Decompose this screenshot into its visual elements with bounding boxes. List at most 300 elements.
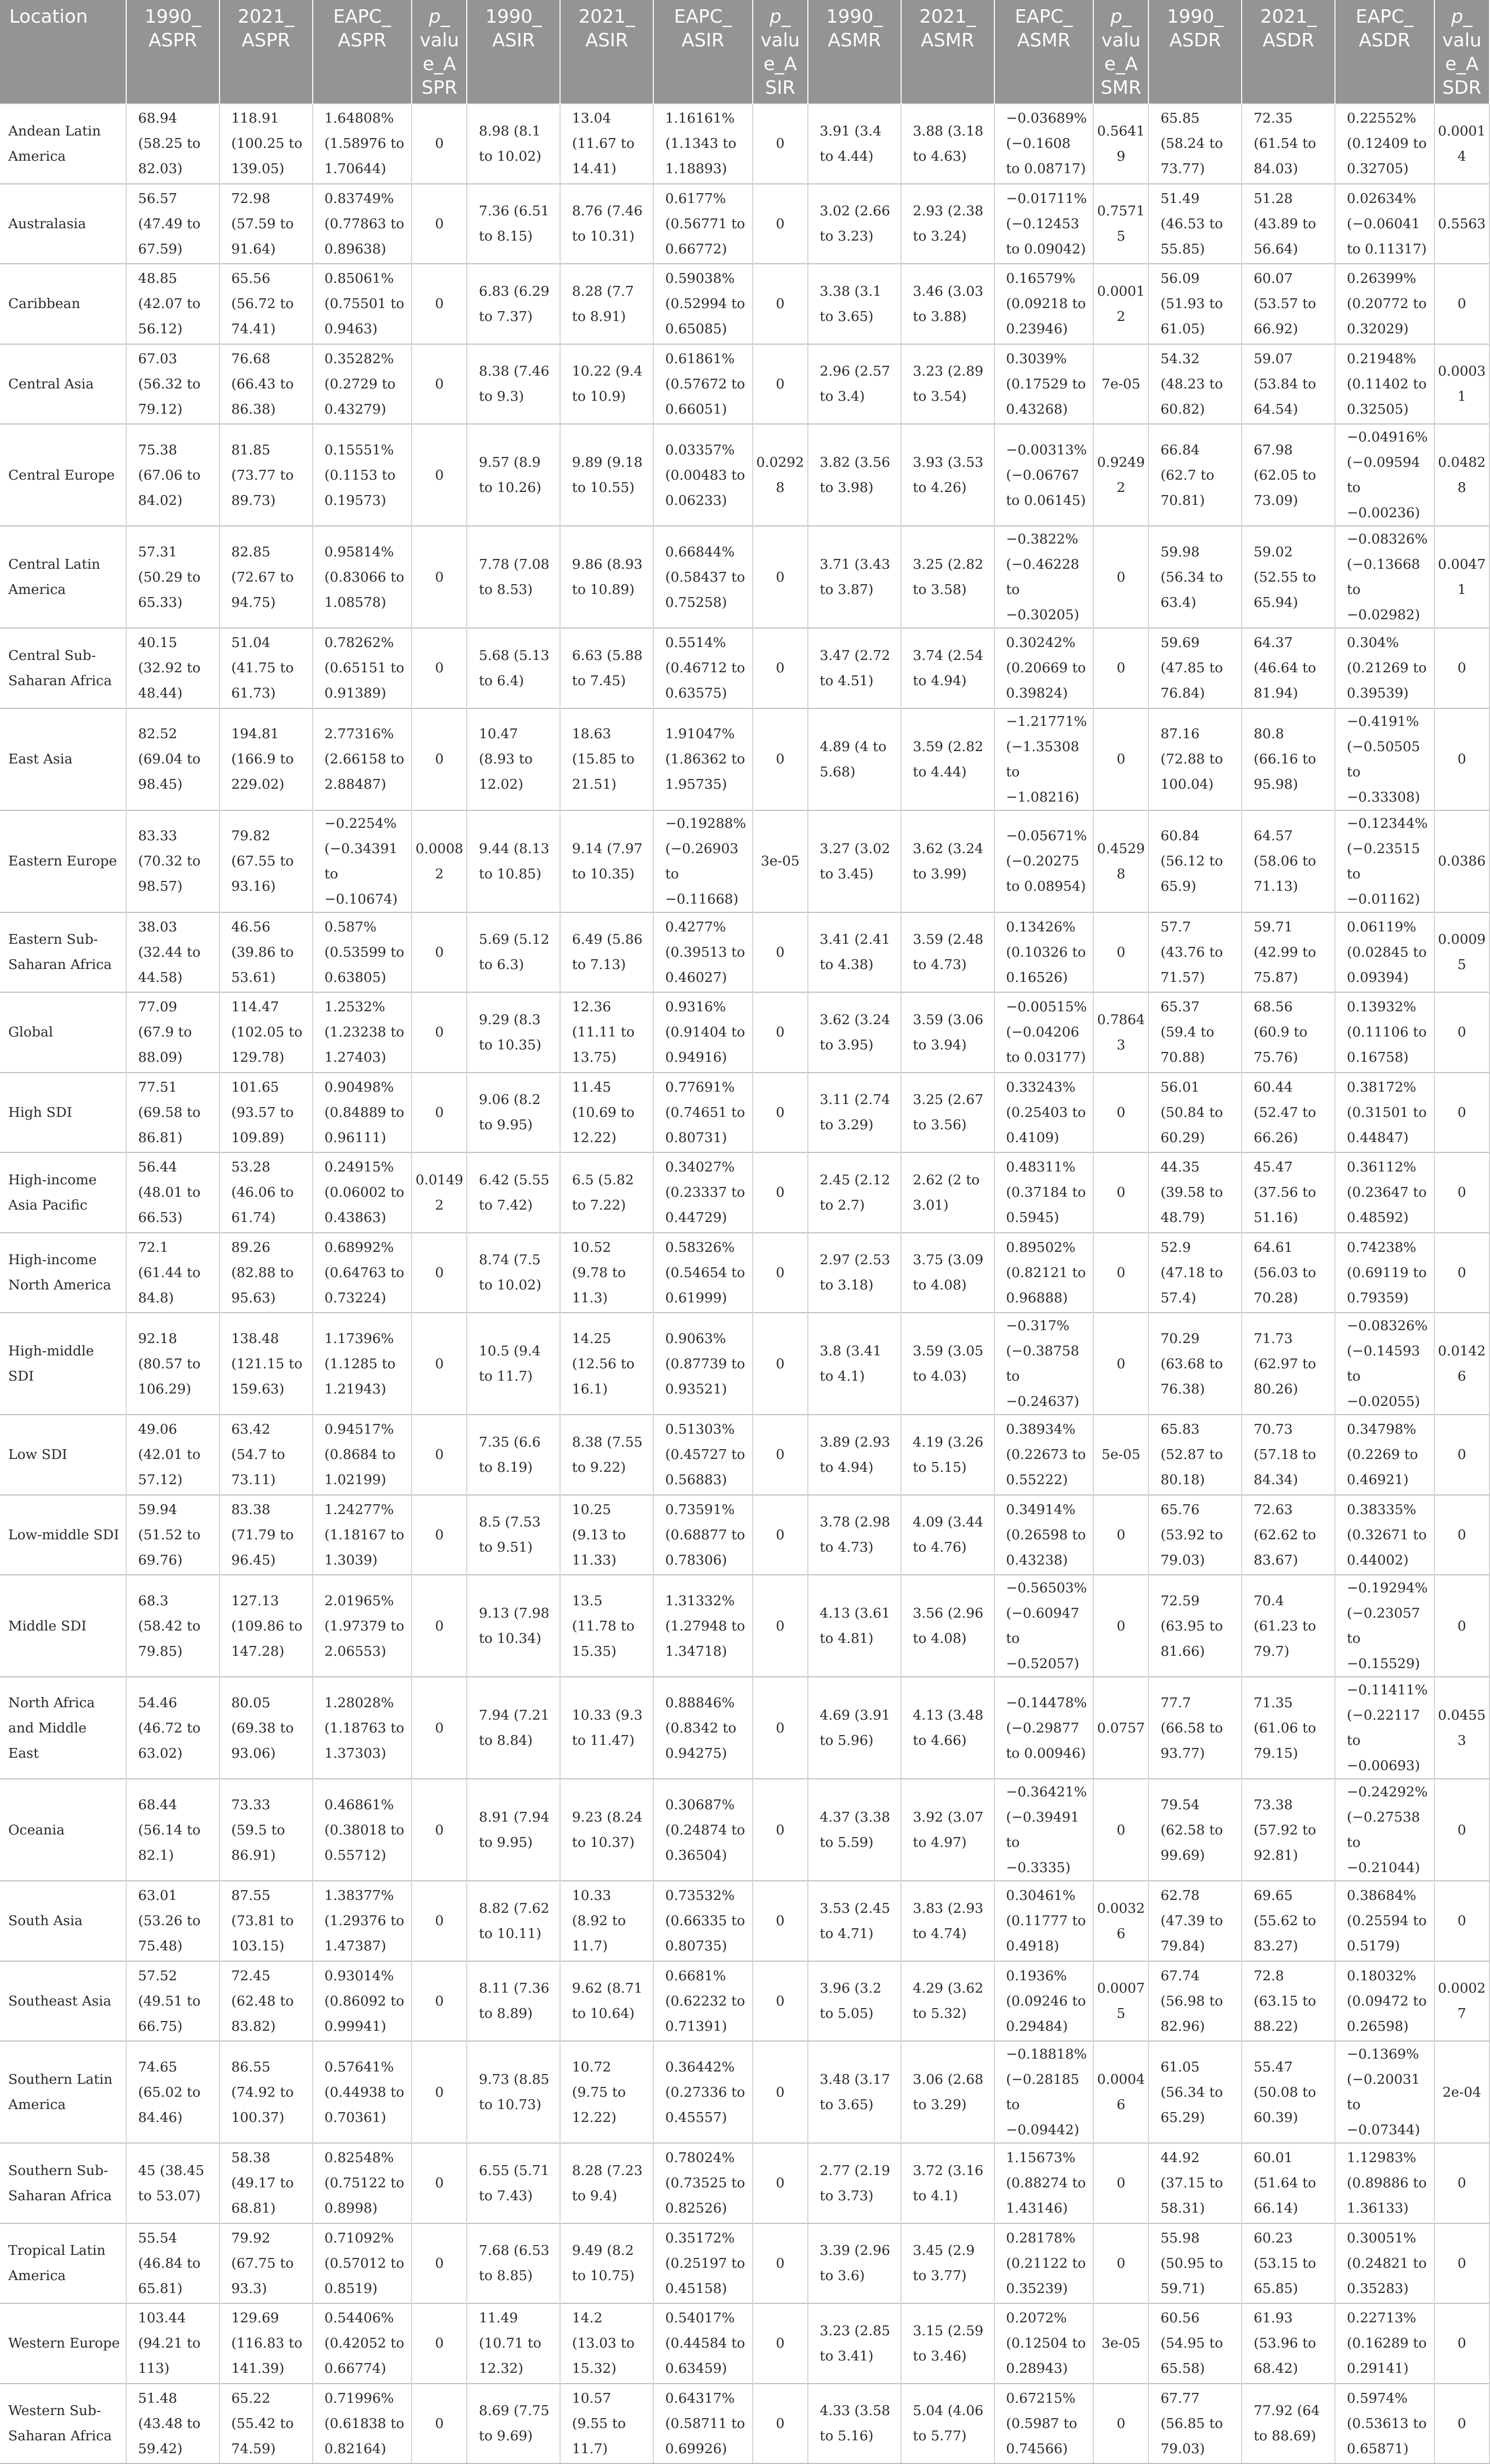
value-cell: 0.94517% (0.8684 to 1.02199) [313,1415,412,1495]
value-cell: 77.7 (66.58 to 93.77) [1148,1677,1242,1779]
p-value-cell: 0 [412,992,467,1073]
value-cell: 4.33 (3.58 to 5.16) [808,2384,901,2464]
value-cell: 4.89 (4 to 5.68) [808,708,901,810]
value-cell: 0.38172% (0.31501 to 0.44847) [1335,1073,1434,1153]
value-cell: 3.23 (2.85 to 3.41) [808,2303,901,2384]
column-header-suffix: ASIR [585,30,629,51]
value-cell: 0.13426% (0.10326 to 0.16526) [994,912,1094,993]
value-cell: 72.98 (57.59 to 91.64) [219,184,313,264]
value-cell: 57.7 (43.76 to 71.57) [1148,912,1242,993]
value-cell: 83.38 (71.79 to 96.45) [219,1495,313,1575]
value-cell: 0.28178% (0.21122 to 0.35239) [994,2223,1094,2304]
value-cell: 1.91047% (1.86362 to 1.95735) [653,708,753,810]
value-cell: 59.02 (52.55 to 65.94) [1242,526,1335,628]
p-value-cell: 0 [412,264,467,344]
value-cell: 10.72 (9.75 to 12.22) [560,2041,653,2143]
column-header-label: 1990_ [485,6,542,27]
p-value-cell: 3e-05 [1093,2303,1148,2384]
table-row [0,526,1489,628]
location-cell: Central Sub-Saharan Africa [0,628,126,708]
value-cell: −0.1369% (−0.20031 to −0.07344) [1335,2041,1434,2143]
value-cell: 80.05 (69.38 to 93.06) [219,1677,313,1779]
table-row [0,992,1489,1073]
value-cell: 0.78024% (0.73525 to 0.82526) [653,2143,753,2223]
value-cell: 3.92 (3.07 to 4.97) [901,1779,994,1881]
value-cell: 55.47 (50.08 to 60.39) [1242,2041,1335,2143]
value-cell: 59.07 (53.84 to 64.54) [1242,344,1335,424]
value-cell: 0.24915% (0.06002 to 0.43863) [313,1152,412,1233]
value-cell: 68.94 (58.25 to 82.03) [126,104,219,184]
value-cell: 0.03357% (0.00483 to 0.06233) [653,424,753,526]
value-cell: 10.33 (8.92 to 11.7) [560,1881,653,1961]
value-cell: 71.35 (61.06 to 79.15) [1242,1677,1335,1779]
value-cell: 72.8 (63.15 to 88.22) [1242,1961,1335,2042]
value-cell: 13.5 (11.78 to 15.35) [560,1575,653,1677]
column-header-suffix: ASDR [1262,30,1314,51]
table-row [0,708,1489,810]
p-value-cell: 0.00014 [1434,104,1489,184]
value-cell: 0.78262% (0.65151 to 0.91389) [313,628,412,708]
value-cell: 3.39 (2.96 to 3.6) [808,2223,901,2304]
value-cell: 4.37 (3.38 to 5.59) [808,1779,901,1881]
value-cell: 9.73 (8.85 to 10.73) [467,2041,560,2143]
column-header-suffix: ASPR [148,30,197,51]
p-value-cell: 0 [1434,992,1489,1073]
column-header-label: p_ [1110,6,1132,27]
value-cell: 71.73 (62.97 to 80.26) [1242,1313,1335,1415]
p-value-cell: 7e-05 [1093,344,1148,424]
value-cell: 7.35 (6.6 to 8.19) [467,1415,560,1495]
column-header-label: 2021_ [1260,6,1317,27]
p-value-cell: 0 [412,2384,467,2464]
column-header-suffix: ASMR [827,30,882,51]
value-cell: −0.12344% (−0.23515 to −0.01162) [1335,810,1434,912]
value-cell: 3.93 (3.53 to 4.26) [901,424,994,526]
value-cell: 0.82548% (0.75122 to 0.8998) [313,2143,412,2223]
p-value-cell: 0 [1434,628,1489,708]
column-header-label: Location [9,6,88,27]
value-cell: 3.11 (2.74 to 3.29) [808,1073,901,1153]
column-header-suffix: ASMR [921,30,974,51]
value-cell: 3.47 (2.72 to 4.51) [808,628,901,708]
value-cell: 0.18032% (0.09472 to 0.26598) [1335,1961,1434,2042]
value-cell: 3.45 (2.9 to 3.77) [901,2223,994,2304]
value-cell: 0.21948% (0.11402 to 0.32505) [1335,344,1434,424]
table-row [0,2223,1489,2304]
value-cell: 10.47 (8.93 to 12.02) [467,708,560,810]
value-cell: 0.34027% (0.23337 to 0.44729) [653,1152,753,1233]
p-value-cell: 0 [1434,1152,1489,1233]
table-header [0,0,1489,104]
value-cell: 3.15 (2.59 to 3.46) [901,2303,994,2384]
value-cell: 70.4 (61.23 to 79.7) [1242,1575,1335,1677]
column-header [994,0,1094,104]
value-cell: 57.31 (50.29 to 65.33) [126,526,219,628]
value-cell: −0.56503% (−0.60947 to −0.52057) [994,1575,1094,1677]
column-header [808,0,901,104]
p-value-cell: 0 [1093,2223,1148,2304]
location-cell: Eastern Sub-Saharan Africa [0,912,126,993]
value-cell: 3.06 (2.68 to 3.29) [901,2041,994,2143]
value-cell: 40.15 (32.92 to 48.44) [126,628,219,708]
value-cell: 58.38 (49.17 to 68.81) [219,2143,313,2223]
p-value-cell: 0 [753,1881,808,1961]
value-cell: 3.41 (2.41 to 4.38) [808,912,901,993]
value-cell: −0.19294% (−0.23057 to −0.15529) [1335,1575,1434,1677]
value-cell: 0.30051% (0.24821 to 0.35283) [1335,2223,1434,2304]
value-cell: 65.22 (55.42 to 74.59) [219,2384,313,2464]
value-cell: 65.56 (56.72 to 74.41) [219,264,313,344]
value-cell: 0.34914% (0.26598 to 0.43238) [994,1495,1094,1575]
value-cell: 59.69 (47.85 to 76.84) [1148,628,1242,708]
p-value-cell: 0 [412,1961,467,2042]
value-cell: 10.25 (9.13 to 11.33) [560,1495,653,1575]
value-cell: 9.57 (8.9 to 10.26) [467,424,560,526]
table-row [0,1575,1489,1677]
value-cell: 6.49 (5.86 to 7.13) [560,912,653,993]
p-value-cell: 0 [1093,708,1148,810]
value-cell: 3.53 (2.45 to 4.71) [808,1881,901,1961]
p-value-cell: 0 [412,1415,467,1495]
location-cell: South Asia [0,1881,126,1961]
value-cell: 101.65 (93.57 to 109.89) [219,1073,313,1153]
p-value-cell: 0.00075 [1093,1961,1148,2042]
value-cell: 3.74 (2.54 to 4.94) [901,628,994,708]
column-header-label: 2021_ [919,6,976,27]
value-cell: 3.96 (3.2 to 5.05) [808,1961,901,2042]
p-value-cell: 0 [753,912,808,993]
value-cell: 79.82 (67.55 to 93.16) [219,810,313,912]
column-header [1148,0,1242,104]
value-cell: 77.92 (64 to 88.69) [1242,2384,1335,2464]
column-header [313,0,412,104]
location-cell: Oceania [0,1779,126,1881]
value-cell: 0.89502% (0.82121 to 0.96888) [994,1233,1094,1313]
value-cell: 70.29 (63.68 to 76.38) [1148,1313,1242,1415]
value-cell: 72.1 (61.44 to 84.8) [126,1233,219,1313]
value-cell: 114.47 (102.05 to 129.78) [219,992,313,1073]
value-cell: 62.78 (47.39 to 79.84) [1148,1881,1242,1961]
location-cell: Western Sub-Saharan Africa [0,2384,126,2464]
location-cell: High SDI [0,1073,126,1153]
p-value-cell: 0 [1093,912,1148,993]
value-cell: 0.304% (0.21269 to 0.39539) [1335,628,1434,708]
value-cell: 55.98 (50.95 to 59.71) [1148,2223,1242,2304]
location-cell: Middle SDI [0,1575,126,1677]
table-row [0,424,1489,526]
table-row [0,2143,1489,2223]
value-cell: −0.2254% (−0.34391 to −0.10674) [313,810,412,912]
value-cell: 74.65 (65.02 to 84.46) [126,2041,219,2143]
value-cell: 9.89 (9.18 to 10.55) [560,424,653,526]
value-cell: 0.73591% (0.68877 to 0.78306) [653,1495,753,1575]
value-cell: 0.22713% (0.16289 to 0.29141) [1335,2303,1434,2384]
column-header [126,0,219,104]
value-cell: 65.83 (52.87 to 80.18) [1148,1415,1242,1495]
value-cell: 0.06119% (0.02845 to 0.09394) [1335,912,1434,993]
location-cell: North Africa and Middle East [0,1677,126,1779]
value-cell: 1.38377% (1.29376 to 1.47387) [313,1881,412,1961]
p-value-cell: 0 [412,2303,467,2384]
value-cell: 60.01 (51.64 to 66.14) [1242,2143,1335,2223]
column-header-suffix: ASMR [1017,30,1071,51]
value-cell: 68.3 (58.42 to 79.85) [126,1575,219,1677]
p-value-cell: 0 [753,1575,808,1677]
value-cell: 0.587% (0.53599 to 0.63805) [313,912,412,993]
value-cell: 5.04 (4.06 to 5.77) [901,2384,994,2464]
value-cell: 0.6681% (0.62232 to 0.71391) [653,1961,753,2042]
table-row [0,1415,1489,1495]
p-value-cell: 0 [753,526,808,628]
value-cell: 79.92 (67.75 to 93.3) [219,2223,313,2304]
column-header-suffix: ASPR [337,30,386,51]
column-header-suffix: value_ASDR [1442,30,1482,98]
location-cell: High-income Asia Pacific [0,1152,126,1233]
value-cell: 0.36442% (0.27336 to 0.45557) [653,2041,753,2143]
value-cell: 82.85 (72.67 to 94.75) [219,526,313,628]
value-cell: 0.95814% (0.83066 to 1.08578) [313,526,412,628]
p-value-cell: 0 [1434,1073,1489,1153]
value-cell: 129.69 (116.83 to 141.39) [219,2303,313,2384]
value-cell: 3.38 (3.1 to 3.65) [808,264,901,344]
value-cell: 3.59 (2.48 to 4.73) [901,912,994,993]
p-value-cell: 0 [412,1073,467,1153]
value-cell: 8.11 (7.36 to 8.89) [467,1961,560,2042]
value-cell: 8.74 (7.5 to 10.02) [467,1233,560,1313]
value-cell: 3.02 (2.66 to 3.23) [808,184,901,264]
p-value-cell: 0 [1434,1415,1489,1495]
p-value-cell: 0.00046 [1093,2041,1148,2143]
value-cell: 2.01965% (1.97379 to 2.06553) [313,1575,412,1677]
value-cell: 0.22552% (0.12409 to 0.32705) [1335,104,1434,184]
p-value-cell: 0 [753,1495,808,1575]
p-value-cell: 0.00095 [1434,912,1489,993]
value-cell: 0.3039% (0.17529 to 0.43268) [994,344,1094,424]
value-cell: 70.73 (57.18 to 84.34) [1242,1415,1335,1495]
value-cell: 0.33243% (0.25403 to 0.4109) [994,1073,1094,1153]
value-cell: 1.17396% (1.1285 to 1.21943) [313,1313,412,1415]
value-cell: 0.59038% (0.52994 to 0.65085) [653,264,753,344]
value-cell: 8.98 (8.1 to 10.02) [467,104,560,184]
value-cell: −0.317% (−0.38758 to −0.24637) [994,1313,1094,1415]
value-cell: −0.08326% (−0.14593 to −0.02055) [1335,1313,1434,1415]
p-value-cell: 0 [753,992,808,1073]
column-header-label: 1990_ [1167,6,1224,27]
value-cell: 1.15673% (0.88274 to 1.43146) [994,2143,1094,2223]
column-header-suffix: ASIR [681,30,724,51]
value-cell: 0.71996% (0.61838 to 0.82164) [313,2384,412,2464]
p-value-cell: 0 [412,2223,467,2304]
value-cell: 0.68992% (0.64763 to 0.73224) [313,1233,412,1313]
value-cell: 8.38 (7.46 to 9.3) [467,344,560,424]
table-row [0,2041,1489,2143]
value-cell: 72.35 (61.54 to 84.03) [1242,104,1335,184]
value-cell: 0.48311% (0.37184 to 0.5945) [994,1152,1094,1233]
column-header-label: p_ [429,6,450,27]
value-cell: 9.86 (8.93 to 10.89) [560,526,653,628]
value-cell: 6.42 (5.55 to 7.42) [467,1152,560,1233]
value-cell: 6.5 (5.82 to 7.22) [560,1152,653,1233]
column-header [753,0,808,104]
value-cell: 67.98 (62.05 to 73.09) [1242,424,1335,526]
p-value-cell: 0.00031 [1434,344,1489,424]
value-cell: 0.6177% (0.56771 to 0.66772) [653,184,753,264]
value-cell: 2.77 (2.19 to 3.73) [808,2143,901,2223]
value-cell: 0.61861% (0.57672 to 0.66051) [653,344,753,424]
value-cell: 72.59 (63.95 to 81.66) [1148,1575,1242,1677]
p-value-cell: 0 [412,2143,467,2223]
location-cell: Southern Sub-Saharan Africa [0,2143,126,2223]
p-value-cell: 0 [412,708,467,810]
value-cell: 68.56 (60.9 to 75.76) [1242,992,1335,1073]
p-value-cell: 0 [1434,1881,1489,1961]
column-header [1335,0,1434,104]
value-cell: 0.38684% (0.25594 to 0.5179) [1335,1881,1434,1961]
table-row [0,1677,1489,1779]
column-header-label: EAPC_ [333,6,391,27]
value-cell: 81.85 (73.77 to 89.73) [219,424,313,526]
p-value-cell: 0 [1093,1575,1148,1677]
value-cell: 53.28 (46.06 to 61.74) [219,1152,313,1233]
value-cell: 51.28 (43.89 to 56.64) [1242,184,1335,264]
value-cell: 67.74 (56.98 to 82.96) [1148,1961,1242,2042]
p-value-cell: 0 [753,1313,808,1415]
p-value-cell: 0.04553 [1434,1677,1489,1779]
p-value-cell: 0 [753,1779,808,1881]
value-cell: −0.19288% (−0.26903 to −0.11668) [653,810,753,912]
value-cell: 3.59 (2.82 to 4.44) [901,708,994,810]
value-cell: −0.00313% (−0.06767 to 0.06145) [994,424,1094,526]
p-value-cell: 0.01492 [412,1152,467,1233]
column-header-suffix: ASDR [1169,30,1221,51]
value-cell: 67.77 (56.85 to 79.03) [1148,2384,1242,2464]
value-cell: 1.12983% (0.89886 to 1.36133) [1335,2143,1434,2223]
value-cell: −0.00515% (−0.04206 to 0.03177) [994,992,1094,1073]
location-cell: Low SDI [0,1415,126,1495]
value-cell: 0.93014% (0.86092 to 0.99941) [313,1961,412,2042]
value-cell: 63.42 (54.7 to 73.11) [219,1415,313,1495]
value-cell: 54.46 (46.72 to 63.02) [126,1677,219,1779]
value-cell: 72.45 (62.48 to 83.82) [219,1961,313,2042]
p-value-cell: 0 [412,1313,467,1415]
p-value-cell: 0 [1434,1575,1489,1677]
value-cell: 61.93 (53.96 to 68.42) [1242,2303,1335,2384]
value-cell: 45.47 (37.56 to 51.16) [1242,1152,1335,1233]
value-cell: 51.48 (43.48 to 59.42) [126,2384,219,2464]
value-cell: 44.92 (37.15 to 58.31) [1148,2143,1242,2223]
value-cell: 66.84 (62.7 to 70.81) [1148,424,1242,526]
value-cell: 0.35172% (0.25197 to 0.45158) [653,2223,753,2304]
p-value-cell: 0 [1093,628,1148,708]
value-cell: 11.45 (10.69 to 12.22) [560,1073,653,1153]
value-cell: 3.82 (3.56 to 3.98) [808,424,901,526]
p-value-cell: 0 [1093,1779,1148,1881]
p-value-cell: 0 [1093,1233,1148,1313]
column-header-label: 2021_ [578,6,635,27]
value-cell: 4.69 (3.91 to 5.96) [808,1677,901,1779]
p-value-cell: 0 [753,2041,808,2143]
value-cell: 56.09 (51.93 to 61.05) [1148,264,1242,344]
value-cell: 0.54406% (0.42052 to 0.66774) [313,2303,412,2384]
value-cell: 0.67215% (0.5987 to 0.74566) [994,2384,1094,2464]
table-row [0,104,1489,184]
table-row [0,264,1489,344]
p-value-cell: 0.5563 [1434,184,1489,264]
value-cell: 7.78 (7.08 to 8.53) [467,526,560,628]
value-cell: 1.16161% (1.1343 to 1.18893) [653,104,753,184]
value-cell: 57.52 (49.51 to 66.75) [126,1961,219,2042]
value-cell: 3.48 (3.17 to 3.65) [808,2041,901,2143]
value-cell: 77.51 (69.58 to 86.81) [126,1073,219,1153]
p-value-cell: 0 [412,1495,467,1575]
value-cell: 0.66844% (0.58437 to 0.75258) [653,526,753,628]
p-value-cell: 0 [753,1677,808,1779]
value-cell: 9.49 (8.2 to 10.75) [560,2223,653,2304]
value-cell: 51.49 (46.53 to 55.85) [1148,184,1242,264]
value-cell: 51.04 (41.75 to 61.73) [219,628,313,708]
value-cell: 3.8 (3.41 to 4.1) [808,1313,901,1415]
value-cell: 0.30461% (0.11777 to 0.4918) [994,1881,1094,1961]
p-value-cell: 0 [1093,2384,1148,2464]
value-cell: 8.28 (7.23 to 9.4) [560,2143,653,2223]
column-header [1093,0,1148,104]
value-cell: 8.38 (7.55 to 9.22) [560,1415,653,1495]
value-cell: 0.88846% (0.8342 to 0.94275) [653,1677,753,1779]
value-cell: 9.44 (8.13 to 10.85) [467,810,560,912]
value-cell: 3.75 (3.09 to 4.08) [901,1233,994,1313]
column-header-label: 1990_ [144,6,201,27]
value-cell: 194.81 (166.9 to 229.02) [219,708,313,810]
value-cell: 3.62 (3.24 to 3.95) [808,992,901,1073]
value-cell: 64.61 (56.03 to 70.28) [1242,1233,1335,1313]
column-header-suffix: value_ASPR [419,30,459,98]
value-cell: 6.63 (5.88 to 7.45) [560,628,653,708]
value-cell: 1.2532% (1.23238 to 1.27403) [313,992,412,1073]
value-cell: 0.90498% (0.84889 to 0.96111) [313,1073,412,1153]
value-cell: 68.44 (56.14 to 82.1) [126,1779,219,1881]
value-cell: 4.09 (3.44 to 4.76) [901,1495,994,1575]
p-value-cell: 0 [753,1961,808,2042]
value-cell: 63.01 (53.26 to 75.48) [126,1881,219,1961]
value-cell: −0.36421% (−0.39491 to −0.3335) [994,1779,1094,1881]
value-cell: 2.96 (2.57 to 3.4) [808,344,901,424]
column-header-suffix: ASIR [492,30,535,51]
value-cell: 61.05 (56.34 to 65.29) [1148,2041,1242,2143]
value-cell: 52.9 (47.18 to 57.4) [1148,1233,1242,1313]
p-value-cell: 0 [753,2384,808,2464]
value-cell: 138.48 (121.15 to 159.63) [219,1313,313,1415]
value-cell: 59.98 (56.34 to 63.4) [1148,526,1242,628]
p-value-cell: 0 [753,1073,808,1153]
column-header-label: 1990_ [826,6,883,27]
column-header [560,0,653,104]
p-value-cell: 0 [1434,708,1489,810]
value-cell: 4.13 (3.61 to 4.81) [808,1575,901,1677]
p-value-cell: 0 [412,184,467,264]
p-value-cell: 0 [753,2303,808,2384]
value-cell: 10.33 (9.3 to 11.47) [560,1677,653,1779]
p-value-cell: 0 [1093,1152,1148,1233]
table-row [0,1881,1489,1961]
value-cell: 103.44 (94.21 to 113) [126,2303,219,2384]
table-row [0,1313,1489,1415]
value-cell: 46.56 (39.86 to 53.61) [219,912,313,993]
location-cell: Central Europe [0,424,126,526]
value-cell: 3.91 (3.4 to 4.44) [808,104,901,184]
p-value-cell: 0 [412,1233,467,1313]
value-cell: −0.3822% (−0.46228 to −0.30205) [994,526,1094,628]
value-cell: 3.25 (2.82 to 3.58) [901,526,994,628]
